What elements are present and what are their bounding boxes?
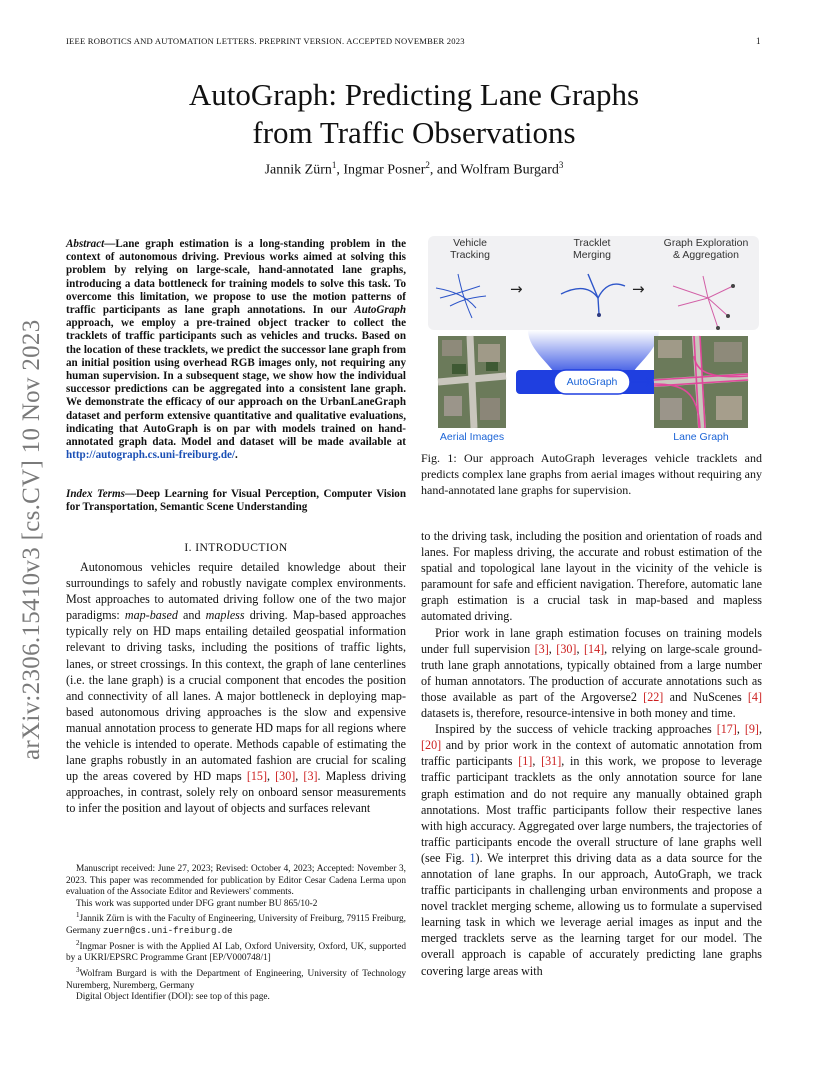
- body-text: datasets is, therefore, resource-intensive in both money and time.: [421, 706, 736, 721]
- label-line: Graph Exploration: [663, 237, 749, 249]
- title-line-2: from Traffic Observations: [252, 115, 576, 150]
- footnote-text: Wolfram Burgard is with the Department of Engineering, University of Technology Nuremberg, Nuremberg, Germany: [66, 969, 406, 991]
- aerial-image: [438, 336, 506, 428]
- citation-link[interactable]: [22]: [643, 689, 664, 704]
- footnote-manuscript: Manuscript received: June 27, 2023; Revised: October 4, 2023; Accepted: November 3, 2023. This paper was recommended for publication by Editor Cesar Cadena Lerma upon evaluation of the Associate Editor and Reviewers' comments.: [66, 864, 406, 898]
- body-text: Inspired by the success of vehicle tracking approaches: [435, 722, 717, 737]
- footnote-affil-3: [66, 965, 406, 992]
- footnote-affil-2: [66, 938, 406, 965]
- abstract-text-2: approach, we employ a pre-trained object tracker to collect the tracklets of traffic participants such as vehicles and trucks. Based on the location of these tracklets, we predict the successor lane graph from an initial position using overhead RGB images only, not requiring any human supervision. In a subsequent stage, we show how the individual successor predictions can be aggregated into a consistent lane graph. We demonstrate the efficacy of our approach on the UrbanLaneGraph dataset and perform extensive quantitative and qualitative evaluations, indicating that AutoGraph is on par with models trained on hand-annotated graph data. Model and dataset will be made available at: [66, 317, 406, 449]
- citation-link[interactable]: [31]: [541, 754, 562, 769]
- footnote-text: Ingmar Posner is with the Applied AI Lab, Oxford University, Oxford, UK, supported by a UKRI/EPSRC Programme Grant [EP/V000748/1]: [66, 941, 406, 964]
- citation-link[interactable]: [15]: [246, 769, 267, 784]
- intro-paragraph: [66, 559, 406, 817]
- body-text: ). We interpret this driving data as a data source for the annotation of lane graphs. In our approach, AutoGraph, we track traffic participants in challenging urban environments and propose a novel tracklet merging scheme, allowing us to formulate a supervised learning task in which we leverage aerial images as input and the merged tracklets serve as the learning target for our model. The overall approach is capable of accurately predicting lane graphs covering large areas with: [421, 850, 762, 978]
- body-text: Prior work in lane graph estimation focuses on training models under full supervision: [421, 625, 762, 656]
- intro-text: Autonomous vehicles require detailed knowledge about their surroundings to safely and robustly navigate complex environments. Most approaches to automated driving follow one of the two major paradigms:: [66, 560, 406, 623]
- right-column-text: [421, 528, 762, 979]
- citation-link[interactable]: [9]: [744, 722, 759, 737]
- figure-link[interactable]: 1: [469, 850, 476, 865]
- footnote-text: Jannik Zürn is with the Faculty of Engineering, University of Freiburg, 79115 Freiburg, Germany: [66, 914, 406, 937]
- author-1: Jannik Zürn: [264, 162, 332, 178]
- autograph-label: AutoGraph: [566, 376, 618, 388]
- author-1-affil: 1: [331, 160, 337, 170]
- label-aerial-images: Aerial Images: [439, 431, 505, 443]
- lane-graph-image: [654, 336, 748, 428]
- separator: ,: [295, 769, 304, 784]
- figure-graphic: [428, 236, 759, 446]
- author-3: , and Wolfram Burgard: [429, 162, 559, 178]
- citation-link[interactable]: [1]: [518, 754, 533, 769]
- separator: ,: [576, 641, 584, 656]
- index-terms: [66, 488, 406, 514]
- abstract-method-name: AutoGraph: [354, 304, 406, 317]
- author-2: , Ingmar Posner: [336, 162, 426, 178]
- paragraph-continuation: to the driving task, including the position and orientation of roads and lanes. For mapless driving, the accurate and robust estimation of the spatial and topological lane layout in the vicinity of the vehicle is paramount for safe and efficient navigation. Therefore, automatic lane graph estimation is a crucial task in map-based and mapless automated driving.: [421, 529, 762, 624]
- citation-link[interactable]: [3]: [534, 641, 549, 656]
- abstract: [66, 238, 406, 462]
- citation-link[interactable]: [20]: [421, 738, 442, 753]
- footnote-doi: Digital Object Identifier (DOI): see top of this page.: [76, 992, 270, 1003]
- label-tracklet-merging: [554, 237, 630, 261]
- abstract-end: .: [235, 449, 238, 462]
- abstract-lead: Abstract: [66, 238, 105, 250]
- running-header: IEEE ROBOTICS AND AUTOMATION LETTERS. PREPRINT VERSION. ACCEPTED NOVEMBER 2023: [66, 36, 465, 46]
- teaser-figure: [428, 236, 759, 446]
- separator: ,: [266, 769, 276, 784]
- separator: ,: [736, 722, 745, 737]
- citation-link[interactable]: [3]: [303, 769, 318, 784]
- label-line: Tracklet: [573, 237, 611, 249]
- separator: ,: [758, 722, 762, 737]
- author-2-affil: 2: [425, 160, 430, 170]
- paragraph-inspired: [421, 721, 762, 979]
- arrow-right-icon: →: [632, 280, 645, 298]
- paragraph-prior-work: [421, 625, 762, 722]
- label-lane-graph: Lane Graph: [673, 431, 729, 443]
- footnote-marker: 3: [76, 965, 80, 974]
- body-text: , relying on large-scale ground-truth lane graph annotations, typically obtained from a large number of human annotators. The production of accurate annotations such as those available as part of the Argoverse2: [421, 641, 763, 704]
- intro-term-mapless: mapless: [205, 608, 245, 623]
- footnote-affil-1: [66, 910, 406, 937]
- label-line: Merging: [573, 249, 611, 261]
- project-link[interactable]: http://autograph.cs.uni-freiburg.de/: [66, 449, 235, 462]
- body-text: , in this work, we propose to leverage traffic participant tracklets as the only annotation source for lane graph estimation and do not require any manually obtained graph annotations. Most traffic participants follow their respective lanes with high accuracy. Aggregated over large numbers, the trajectories of traffic participants encode the overall structure of lane graphs well (see Fig.: [421, 754, 762, 865]
- section-heading: I. INTRODUCTION: [184, 541, 288, 554]
- arrow-right-icon: →: [510, 280, 523, 298]
- title-line-1: AutoGraph: Predicting Lane Graphs: [188, 77, 640, 112]
- citation-link[interactable]: [4]: [747, 689, 763, 704]
- label-line: & Aggregation: [673, 249, 739, 261]
- author-list: [100, 160, 728, 179]
- citation-link[interactable]: [30]: [275, 769, 296, 784]
- footnotes: [66, 864, 406, 1004]
- footnote-marker: 2: [76, 938, 80, 947]
- author-3-affil: 3: [558, 160, 564, 170]
- page-number: 1: [756, 36, 761, 46]
- label-line: Vehicle: [453, 237, 487, 249]
- arxiv-stamp: arXiv:2306.15410v3 [cs.CV] 10 Nov 2023: [18, 319, 45, 760]
- index-terms-text: —Deep Learning for Visual Perception, Computer Vision for Transportation, Semantic Scene Understanding: [66, 488, 407, 514]
- label-graph-exploration: [654, 237, 758, 261]
- separator: ,: [532, 754, 542, 769]
- intro-text: driving. Map-based approaches typically rely on HD maps entailing detailed geospatial information relevant to driving tasks, including the positions of traffic lights, lanes, or street crossings. In this context, the graph of lane centerlines (i.e. the lane graph) is a crucial component that encodes the position and connectivity of all lanes. A major bottleneck in deploying map-based autonomous driving approaches is the slow and expensive manual annotation process to generate HD maps for all regions where the vehicle is intended to operate. Methods capable of estimating the lane graphs robustly in an automated fashion are crucial for scaling up the areas covered by HD maps: [66, 608, 407, 784]
- body-text: and NuScenes: [663, 689, 748, 704]
- citation-link[interactable]: [17]: [716, 722, 737, 737]
- author-email[interactable]: zuern@cs.uni-freiburg.de: [102, 926, 233, 937]
- citation-link[interactable]: [14]: [584, 641, 605, 656]
- paper-title: [100, 76, 728, 152]
- index-terms-lead: Index Terms: [66, 488, 125, 500]
- body-text: and by prior work in the context of automatic annotation from traffic participants: [421, 738, 762, 769]
- label-line: Tracking: [450, 249, 490, 261]
- intro-text: . Mapless driving approaches, in contrast, solely rely on onboard sensor measurements to infer the position and layout of objects and surfaces relevant: [66, 769, 407, 816]
- figure-caption: Fig. 1: Our approach AutoGraph leverages vehicle tracklets and predicts complex lane graphs from aerial images without requiring any hand-annotated lane graphs for supervision.: [421, 451, 762, 497]
- label-vehicle-tracking: [434, 237, 506, 261]
- citation-link[interactable]: [30]: [556, 641, 577, 656]
- footnote-funding: This work was supported under DFG grant number BU 865/10-2: [76, 898, 318, 909]
- abstract-text: —Lane graph estimation is a long-standing problem in the context of autonomous driving. Previous works aimed at solving this problem by relying on large-scale, hand-annotated lane graphs, introducing a data bottleneck for training models to solve this task. To overcome this limitation, we propose to use the motion patterns of traffic participants as lane graph annotations. In our: [66, 238, 406, 317]
- intro-text: and: [177, 608, 206, 623]
- intro-term-map-based: map-based: [124, 608, 178, 623]
- separator: ,: [548, 641, 557, 656]
- footnote-marker: 1: [76, 911, 80, 920]
